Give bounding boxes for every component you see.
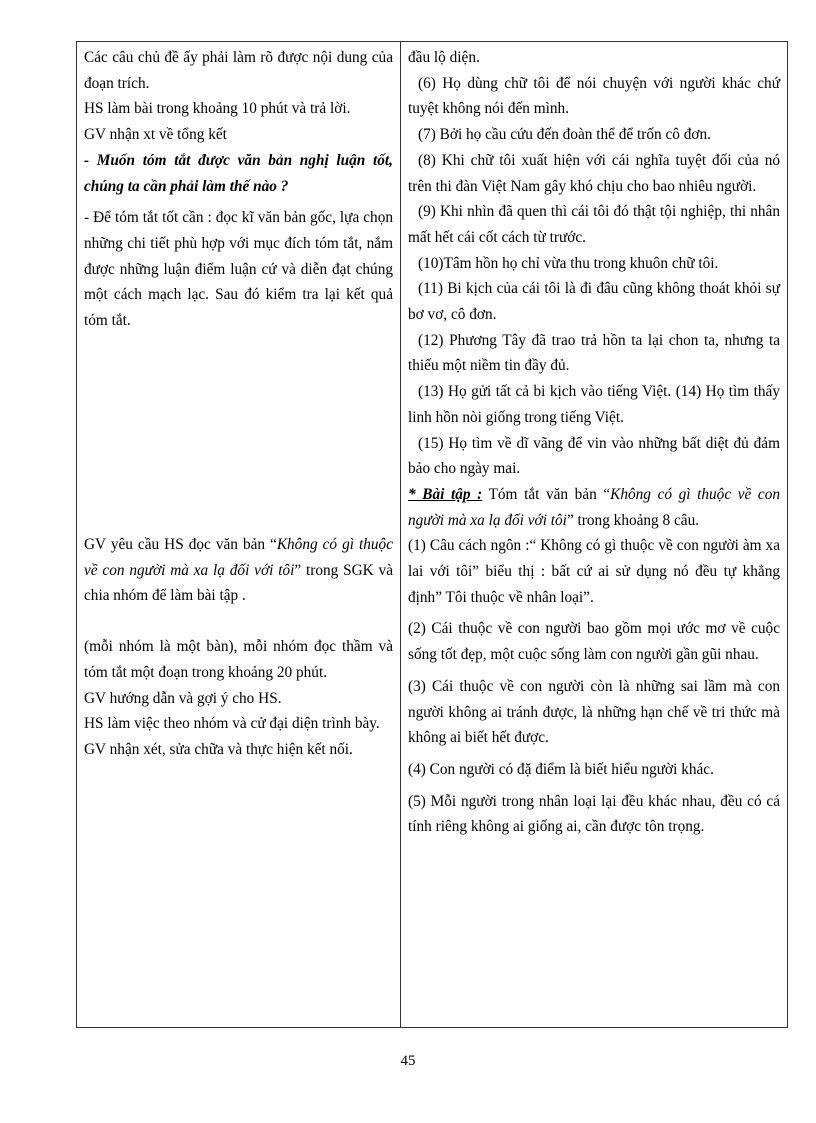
page-number: 45: [400, 1053, 416, 1069]
lesson-table: [76, 41, 788, 1028]
teacher-activity-column: [77, 42, 401, 1027]
paragraph: GV nhận xt về tổng kết: [84, 126, 227, 144]
text-title: Không có gì thuộc về con người mà xa lạ đối với tôi: [408, 485, 780, 529]
paragraph: Các câu chủ đề ấy phải làm rõ được nội dung của đoạn trích.: [84, 49, 393, 92]
exercise-answer: (2) Cái thuộc về con người bao gồm mọi ước mơ về cuộc sống tốt đẹp, một cuộc sống làm con người gần gũi nhau.: [408, 620, 780, 664]
text-title: Không có gì thuộc về con người mà xa lạ đối với tôi: [84, 536, 393, 579]
exercise-label: * Bài tập :: [408, 485, 483, 503]
paragraph: (mỗi nhóm là một bàn), mỗi nhóm đọc thầm và tóm tắt một đoạn trong khoảng 20 phút.: [84, 638, 393, 681]
content-column: [401, 42, 787, 1027]
exercise-answer: (1) Câu cách ngôn :“ Không có gì thuộc về con người àm xa lai với tôi” biểu thị : bất cứ ai sử dụng nó đều tự khẳng định” Tôi thuộc về nhân loại”.: [408, 537, 780, 606]
paragraph: GV hướng dẫn và gợi ý cho HS.: [84, 689, 282, 707]
group-work-block: [84, 532, 393, 763]
summary-sentence: (6) Họ dùng chữ tôi để nói chuyện với người khác chứ tuyệt không nói đến mình.: [408, 74, 780, 118]
summary-sentence: (12) Phương Tây đã trao trả hồn ta lại chon ta, nhưng ta thiếu một niềm tin đầy đủ.: [408, 331, 780, 375]
paragraph: GV nhận xét, sửa chữa và thực hiện kết nối.: [84, 740, 353, 758]
summary-sentence: (9) Khi nhìn đã quen thì cái tôi đó thật tội nghiệp, thi nhân mất hết cái cốt cách từ trước.: [408, 203, 780, 246]
exercise-answer: (3) Cái thuộc về con người còn là những sai lầm mà con người không ai tránh được, là những hạn chế về tri thức mà không ai biết hết được.: [408, 677, 780, 747]
exercise-answer: (4) Con người có đặ điểm là biết hiểu người khác.: [408, 760, 714, 778]
summary-sentence: (15) Họ tìm về dĩ vãng để vin vào những bất diệt đủ đảm bảo cho ngày mai.: [408, 434, 780, 478]
paragraph: HS làm việc theo nhóm và cử đại diện trình bày.: [84, 715, 380, 733]
paragraph: HS làm bài trong khoảng 10 phút và trả lời.: [84, 100, 351, 118]
summary-sentence: (13) Họ gửi tất cả bi kịch vào tiếng Việt. (14) Họ tìm thấy linh hồn nòi giống trong tiếng Việt.: [408, 383, 780, 426]
summary-sentence: (10)Tâm hồn họ chỉ vừa thu trong khuôn chữ tôi.: [418, 254, 719, 272]
summary-sentence: (11) Bi kịch của cái tôi là đi đâu cũng không thoát khỏi sự bơ vơ, cô đơn.: [408, 280, 780, 324]
exercise-answer: (5) Mỗi người trong nhân loại lại đều khác nhau, đều có cá tính riêng không ai giống ai, cần được tôn trọng.: [408, 792, 780, 836]
answer-paragraph: - Để tóm tắt tốt cần : đọc kĩ văn bản gốc, lựa chọn những chi tiết phù hợp với mục đích tóm tắt, nắm được những luận điểm luận cứ và diễn đạt chúng một cách mạch lạc. Sau đó kiểm tra lại kết quả tóm tắt.: [84, 209, 393, 330]
continuation-text: đầu lộ diện.: [408, 49, 480, 66]
exercise-heading: * Bài tập : Tóm tắt văn bản “Không có gì thuộc về con người mà xa lạ đối với tôi” trong khoảng 8 câu.: [408, 485, 780, 529]
summary-sentence: (8) Khi chữ tôi xuất hiện với cái nghĩa tuyệt đối của nó trên thi đàn Việt Nam gây khó chịu cho bao nhiêu người.: [408, 151, 780, 195]
paragraph: GV yêu cầu HS đọc văn bản “Không có gì thuộc về con người mà xa lạ đối với tôi” trong SGK và chia nhóm để làm bài tập .: [84, 536, 393, 605]
question-heading: - Muốn tóm tắt được văn bản nghị luận tốt, chúng ta cần phải làm thế nào ?: [84, 151, 393, 195]
summary-sentence: (7) Bởi họ cầu cứu đến đoàn thể để trốn cô đơn.: [418, 126, 711, 144]
